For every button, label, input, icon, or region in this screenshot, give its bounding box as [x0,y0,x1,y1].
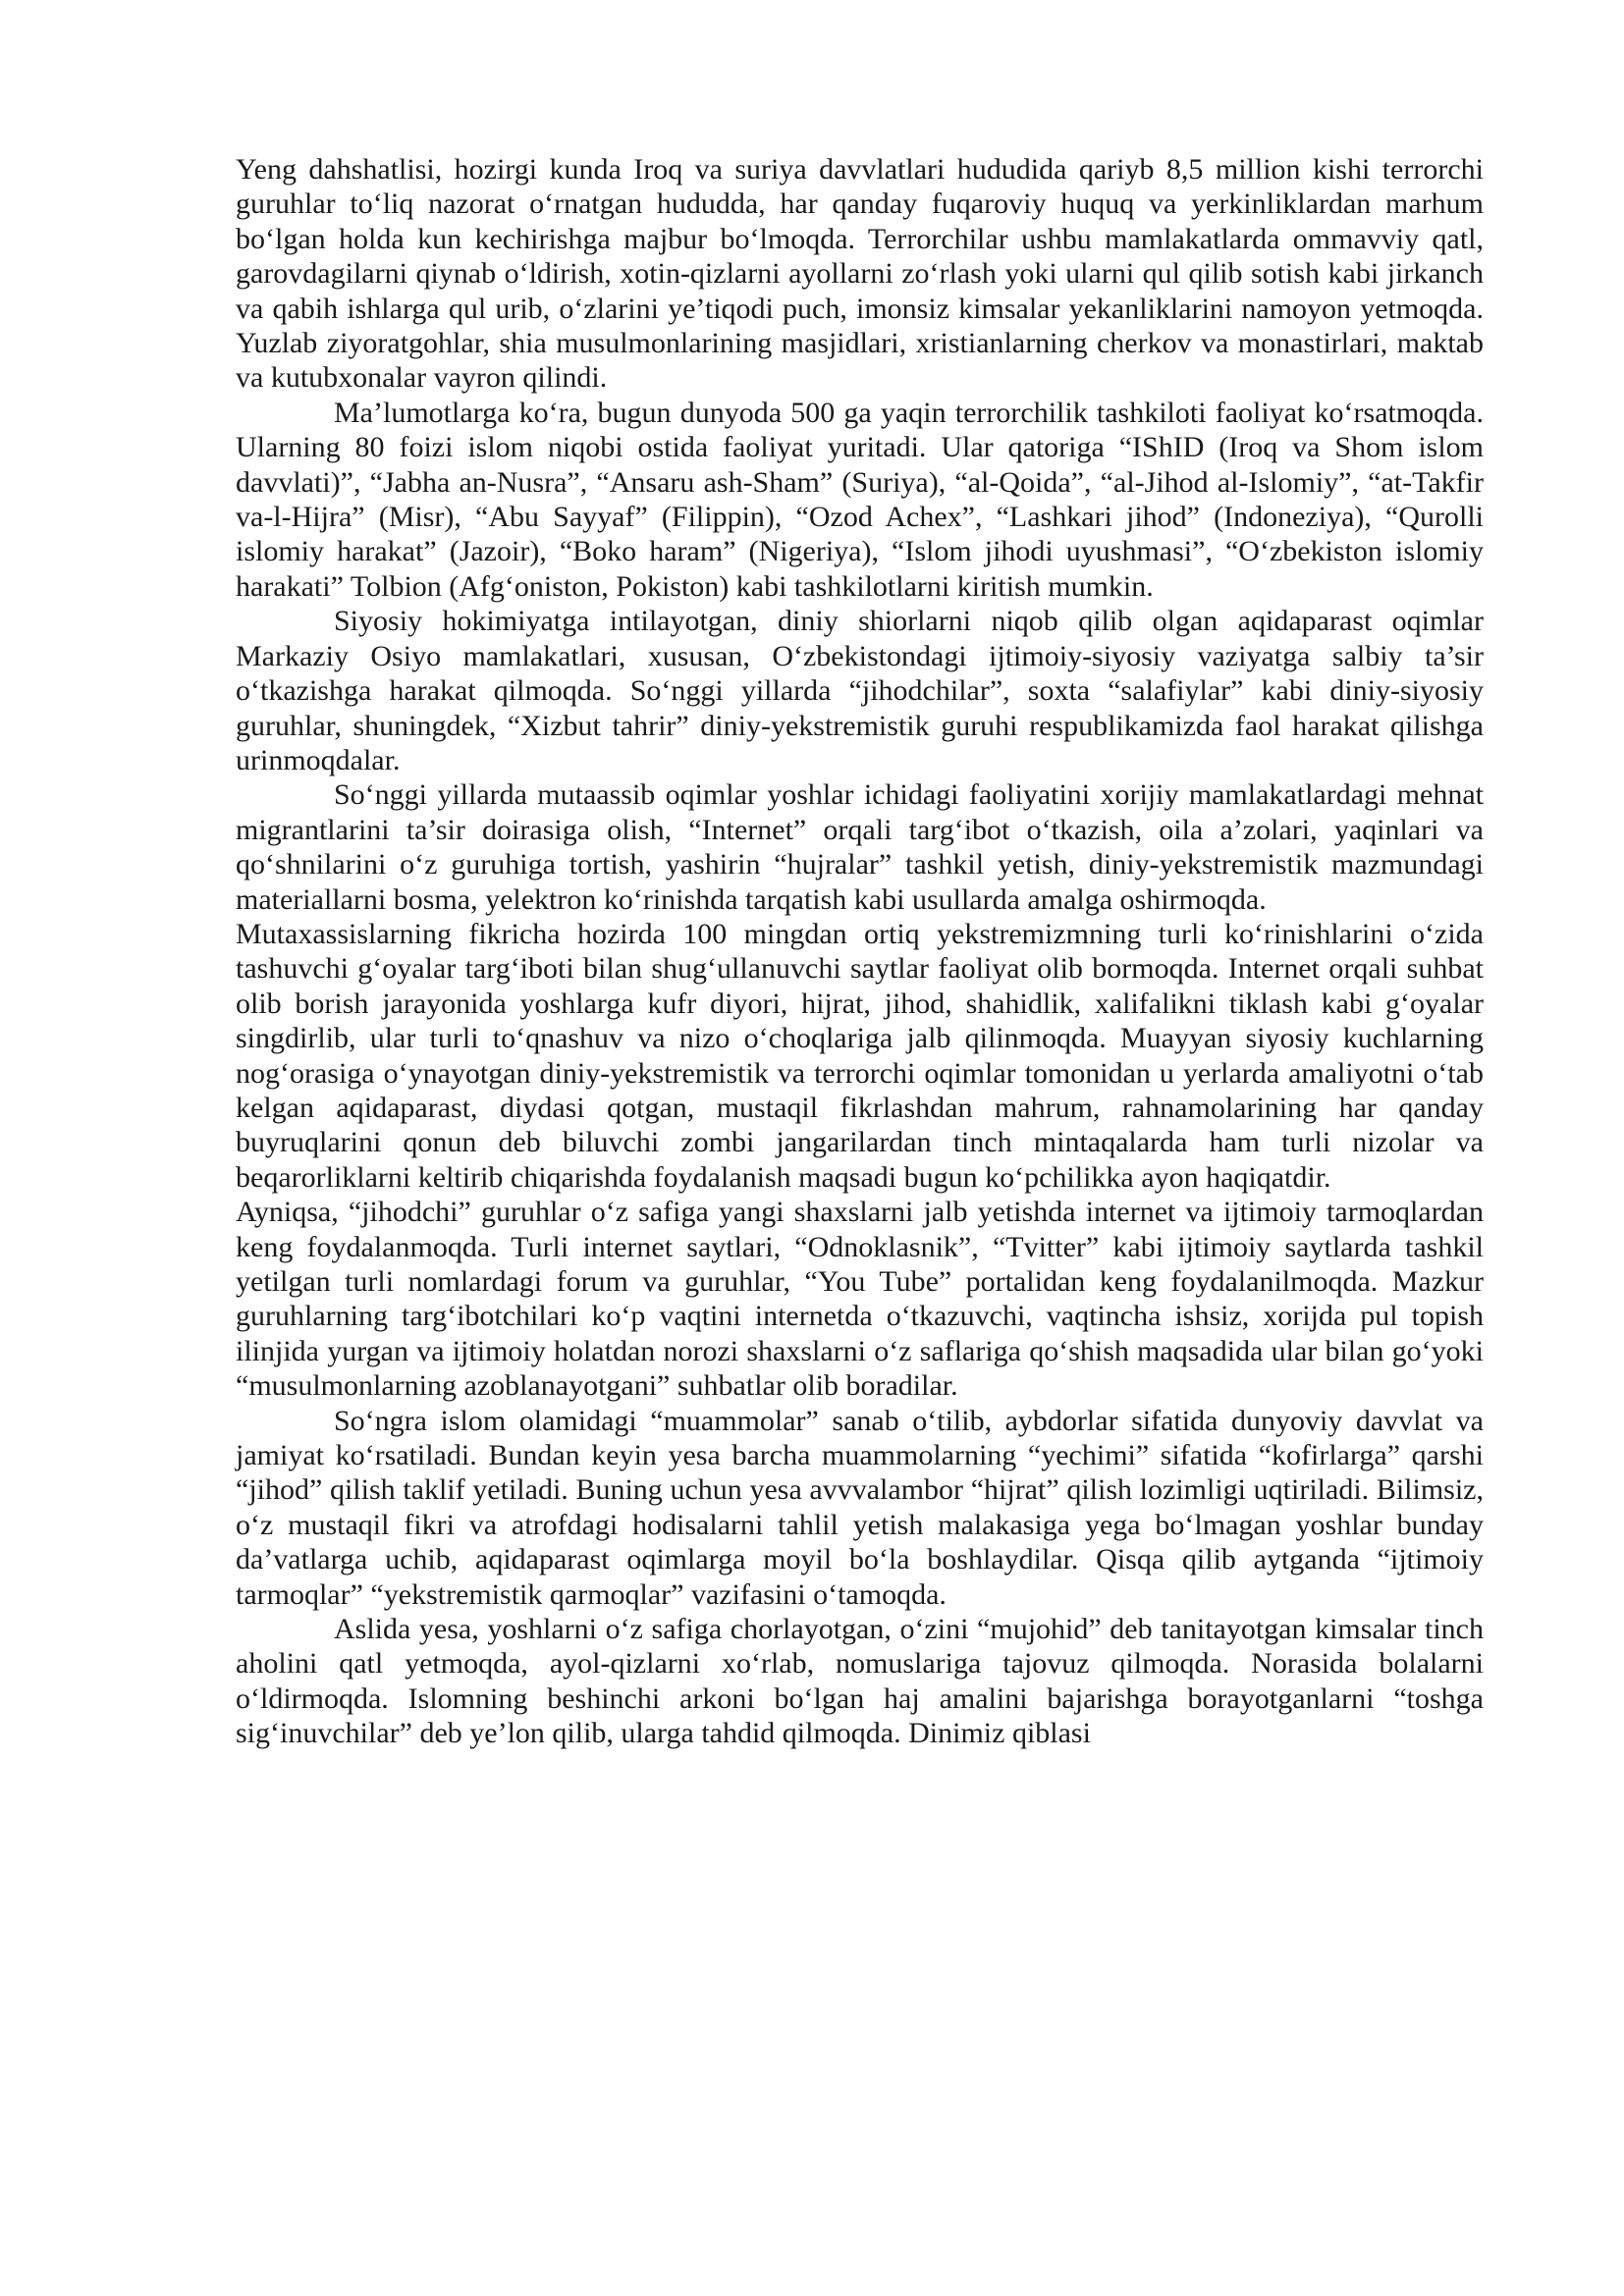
paragraph-8: Aslida yesa, yoshlarni o‘z safiga chorlayotgan, o‘zini “mujohid” deb tanitayotgan kimsalar tinch aholini qatl yetmoqda, ayol-qizlarni xo‘rlab, nomuslariga tajovuz qilmoqda. Norasida bolalarni o‘ldirmoqda. Islomning beshinchi arkoni bo‘lgan haj amalini bajarishga borayotganlarni “toshga sig‘inuvchilar” deb ye’lon qilib, ularga tahdid qilmoqda. Dinimiz qiblasi [236,1613,1484,1750]
paragraph-3: Siyosiy hokimiyatga intilayotgan, diniy shiorlarni niqob qilib olgan aqidaparast oqimlar Markaziy Osiyo mamlakatlari, xususan, O‘zbekistondagi ijtimoiy-siyosiy vaziyatga salbiy ta’sir o‘tkazishga harakat qilmoqda. So‘nggi yillarda “jihodchilar”, soxta “salafiylar” kabi diniy-siyosiy guruhlar, shuningdek, “Xizbut tahrir” diniy-yekstremistik guruhi respublikamizda faol harakat qilishga urinmoqdalar. [236,605,1484,776]
paragraph-2: Ma’lumotlarga ko‘ra, bugun dunyoda 500 ga yaqin terrorchilik tashkiloti faoliyat ko‘rsatmoqda. Ularning 80 foizi islom niqobi ostida faoliyat yuritadi. Ular qatoriga “IShID (Iroq va Shom islom davvlati)”, “Jabha an-Nusra”, “Ansaru ash-Sham” (Suriya), “al-Qoida”, “al-Jihod al-Islomiy”, “at-Takfir va-l-Hijra” (Misr), “Abu Sayyaf” (Filippin), “Ozod Achex”, “Lashkari jihod” (Indoneziya), “Qurolli islomiy harakat” (Jazoir), “Boko haram” (Nigeriya), “Islom jihodi uyushmasi”, “O‘zbekiston islomiy harakati” Tolbion (Afg‘oniston, Pokiston) kabi tashkilotlarni kiritish mumkin. [236,396,1484,603]
paragraph-1: Yeng dahshatlisi, hozirgi kunda Iroq va suriya davvlatlari hududida qariyb 8,5 million kishi terrorchi guruhlar to‘liq nazorat o‘rnatgan hududda, har qanday fuqaroviy huquq va yerkinliklardan marhum bo‘lgan holda kun kechirishga majbur bo‘lmoqda. Terrorchilar ushbu mamlakatlarda ommavviy qatl, garovdagilarni qiynab o‘ldirish, xotin-qizlarni ayollarni zo‘rlash yoki ularni qul qilib sotish kabi jirkanch va qabih ishlarga qul urib, o‘zlarini ye’tiqodi puch, imonsiz kimsalar yekanliklarini namoyon yetmoqda. Yuzlab ziyoratgohlar, shia musulmonlarining masjidlari, xristianlarning cherkov va monastirlari, maktab va kutubxonalar vayron qilindi. [236,153,1484,395]
paragraph-5: Mutaxassislarning fikricha hozirda 100 mingdan ortiq yekstremizmning turli ko‘rinishlarini o‘zida tashuvchi g‘oyalar targ‘iboti bilan shug‘ullanuvchi saytlar faoliyat olib bormoqda. Internet orqali suhbat olib borish jarayonida yoshlarga kufr diyori, hijrat, jihod, shahidlik, xalifalikni tiklash kabi g‘oyalar singdirlib, ular turli to‘qnashuv va nizo o‘choqlariga jalb qilinmoqda. Muayyan siyosiy kuchlarning nog‘orasiga o‘ynayotgan diniy-yekstremistik va terrorchi oqimlar tomonidan u yerlarda amaliyotni o‘tab kelgan aqidaparast, diydasi qotgan, mustaqil fikrlashdan mahrum, rahnamolarining har qanday buyruqlarini qonun deb biluvchi zombi jangarilardan tinch mintaqalarda ham turli nizolar va beqarorliklarni keltirib chiqarishda foydalanish maqsadi bugun ko‘pchilikka ayon haqiqatdir. [236,917,1484,1194]
paragraph-4: So‘nggi yillarda mutaassib oqimlar yoshlar ichidagi faoliyatini xorijiy mamlakatlardagi mehnat migrantlarini ta’sir doirasiga olish, “Internet” orqali targ‘ibot o‘tkazish, oila a’zolari, yaqinlari va qo‘shnilarini o‘z guruhiga tortish, yashirin “hujralar” tashkil yetish, diniy-yekstremistik mazmundagi materiallarni bosma, yelektron ko‘rinishda tarqatish kabi usullarda amalga oshirmoqda. [236,778,1484,916]
document-body [236,152,1484,1751]
paragraph-7: So‘ngra islom olamidagi “muammolar” sanab o‘tilib, aybdorlar sifatida dunyoviy davvlat va jamiyat ko‘rsatiladi. Bundan keyin yesa barcha muammolarning “yechimi” sifatida “kofirlarga” qarshi “jihod” qilish taklif yetiladi. Buning uchun yesa avvvalambor “hijrat” qilish lozimligi uqtiriladi. Bilimsiz, o‘z mustaqil fikri va atrofdagi hodisalarni tahlil yetish malakasiga yega bo‘lmagan yoshlar bunday da’vatlarga uchib, aqidaparast oqimlarga moyil bo‘la boshlaydilar. Qisqa qilib aytganda “ijtimoiy tarmoqlar” “yekstremistik qarmoqlar” vazifasini o‘tamoqda. [236,1404,1484,1611]
paragraph-6: Ayniqsa, “jihodchi” guruhlar o‘z safiga yangi shaxslarni jalb yetishda internet va ijtimoiy tarmoqlardan keng foydalanmoqda. Turli internet saytlari, “Odnoklasnik”, “Tvitter” kabi ijtimoiy saytlarda tashkil yetilgan turli nomlardagi forum va guruhlar, “You Tube” portalidan keng foydalanilmoqda. Mazkur guruhlarning targ‘ibotchilari ko‘p vaqtini internetda o‘tkazuvchi, vaqtincha ishsiz, xorijda pul topish ilinjida yurgan va ijtimoiy holatdan norozi shaxslarni o‘z saflariga qo‘shish maqsadida ular bilan go‘yoki “musulmonlarning azoblanayotgani” suhbatlar olib boradilar. [236,1196,1484,1403]
